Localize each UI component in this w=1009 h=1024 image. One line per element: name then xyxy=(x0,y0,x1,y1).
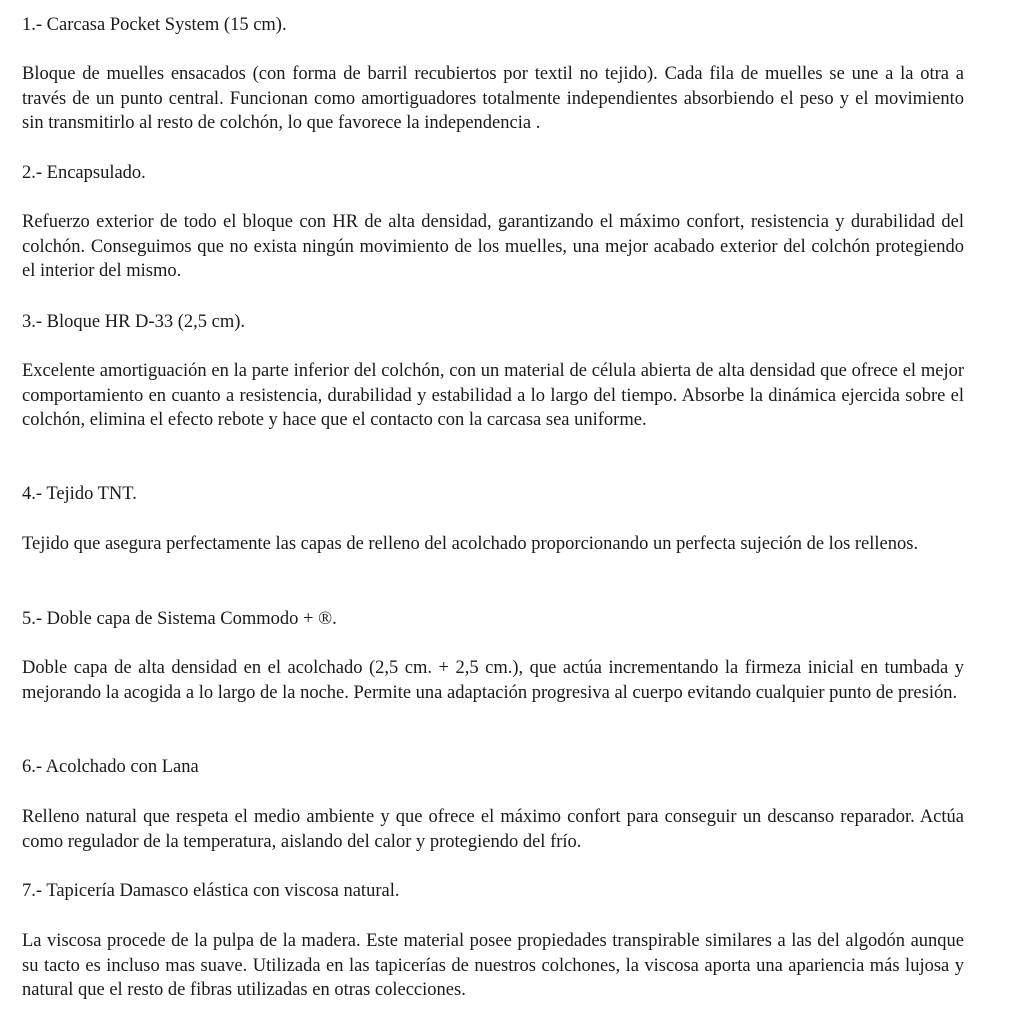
section-4-heading: 4.- Tejido TNT. xyxy=(22,484,137,504)
section-1-body: Bloque de muelles ensacados (con forma de barril recubiertos por textil no tejido). Cada fila de muelles se une a la otra a través de un punto central. Funcionan como amortiguadores totalmente independientes absorbiendo el peso y el movimiento sin transmitirlo al resto de colchón, lo que favorece la independencia . xyxy=(22,64,964,133)
section-7-heading: 7.- Tapicería Damasco elástica con viscosa natural. xyxy=(22,881,400,901)
section-7-body: La viscosa procede de la pulpa de la madera. Este material posee propiedades transpirable similares a las del algodón aunque su tacto es incluso mas suave. Utilizada en las tapicerías de nuestros colchones, la viscosa aporta una apariencia más lujosa y natural que el resto de fibras utilizadas en otras colecciones. xyxy=(22,931,964,1000)
section-2-body: Refuerzo exterior de todo el bloque con HR de alta densidad, garantizando el máximo confort, resistencia y durabilidad del colchón. Conseguimos que no exista ningún movimiento de los muelles, una mejor acabado exterior del colchón protegiendo el interior del mismo. xyxy=(22,212,964,281)
section-3-heading: 3.- Bloque HR D-33 (2,5 cm). xyxy=(22,312,245,332)
section-2-heading: 2.- Encapsulado. xyxy=(22,163,146,183)
section-5-body: Doble capa de alta densidad en el acolchado (2,5 cm. + 2,5 cm.), que actúa incrementando la firmeza inicial en tumbada y mejorando la acogida a lo largo de la noche. Permite una adaptación progresiva al cuerpo evitando cualquier punto de presión. xyxy=(22,658,964,703)
section-3-body: Excelente amortiguación en la parte inferior del colchón, con un material de célula abierta de alta densidad que ofrece el mejor comportamiento en cuanto a resistencia, durabilidad y estabilidad a lo largo del tiempo. Absorbe la dinámica ejercida sobre el colchón, elimina el efecto rebote y hace que el contacto con la carcasa sea uniforme. xyxy=(22,361,964,430)
section-6-body: Relleno natural que respeta el medio ambiente y que ofrece el máximo confort para conseguir un descanso reparador. Actúa como regulador de la temperatura, aislando del calor y protegiendo del frío. xyxy=(22,807,964,852)
section-6-heading: 6.- Acolchado con Lana xyxy=(22,757,199,777)
section-4-body: Tejido que asegura perfectamente las capas de relleno del acolchado proporcionando un perfecta sujeción de los rellenos. xyxy=(22,534,919,554)
section-5-heading: 5.- Doble capa de Sistema Commodo + ®. xyxy=(22,609,337,629)
section-1-heading: 1.- Carcasa Pocket System (15 cm). xyxy=(22,15,287,35)
